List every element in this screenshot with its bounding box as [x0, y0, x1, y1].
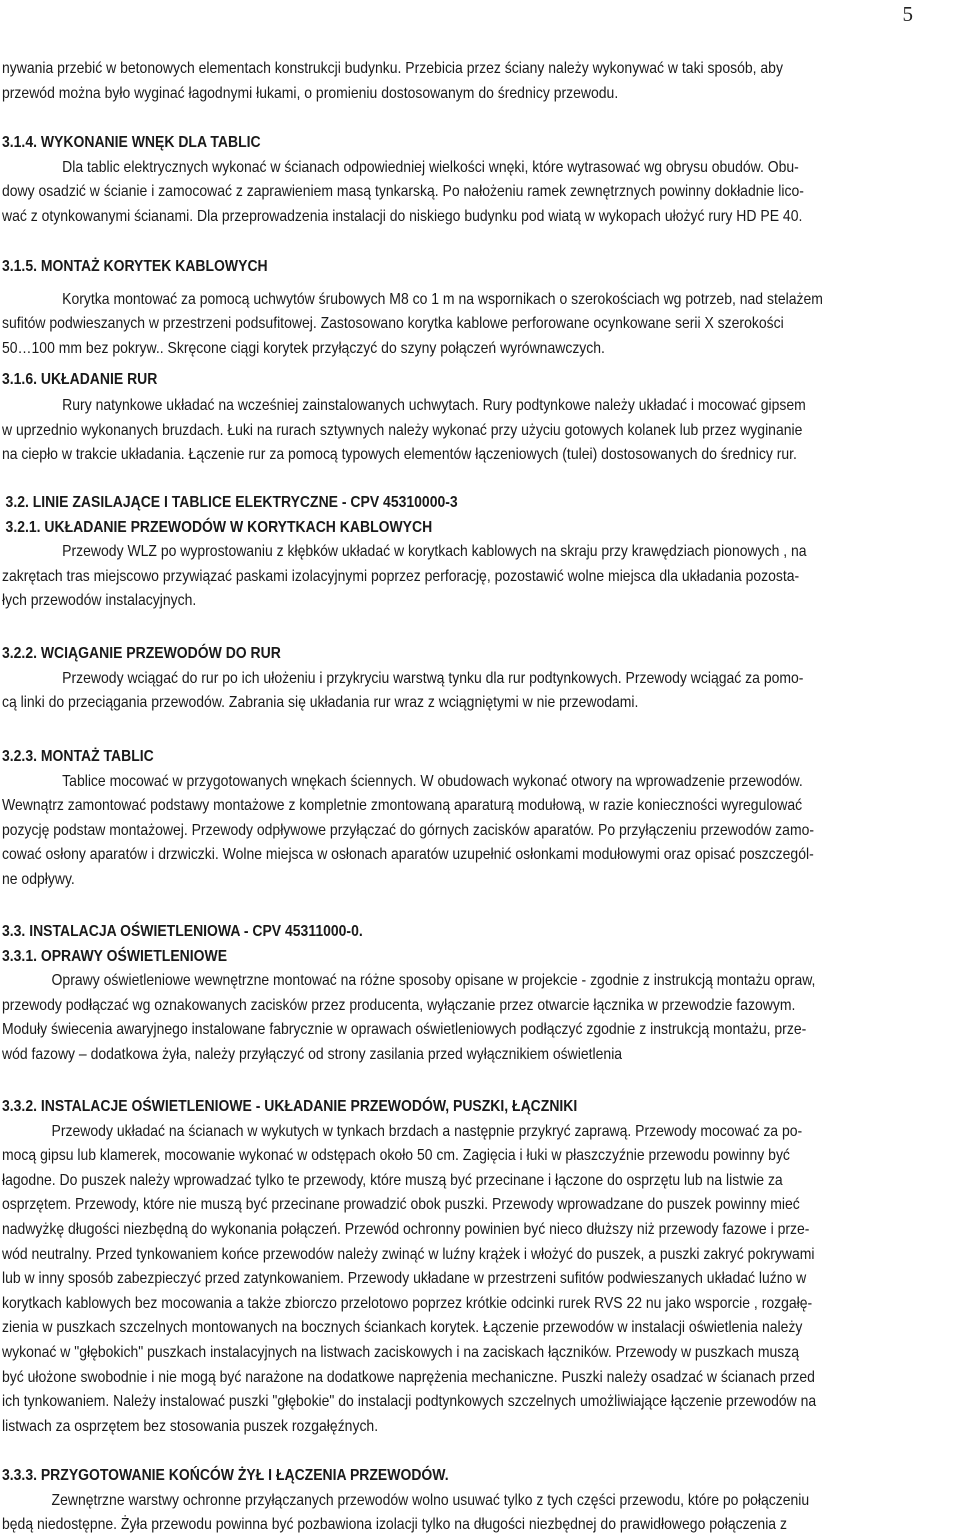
text-line: cą linki do przeciągania przewodów. Zabrania się układania rur wraz z wciągniętymi w nie przewodami. — [2, 694, 639, 712]
section-heading: 3.2.3. MONTAŻ TABLIC — [2, 748, 154, 765]
text-line: Zewnętrzne warstwy ochronne przyłączanych przewodów wolno usuwać tylko z tych części przewodu, które po połączeniu — [51, 1491, 810, 1509]
text-line: wód fazowy – dodatkowa żyła, należy przyłączyć od strony zasilania przed wyłącznikiem oświetlenia — [2, 1045, 623, 1063]
text-line: Moduły świecenia awaryjnego instalowane fabrycznie w oprawach oświetleniowych podłączyć zgodnie z instrukcją montażu, prze- — [2, 1021, 807, 1039]
section-heading: 3.2.2. WCIĄGANIE PRZEWODÓW DO RUR — [2, 645, 281, 662]
section-3-1-4 — [2, 131, 843, 229]
text-line: mocą gipsu lub klamerek, mocowanie wykonać w odstępach około 50 cm. Zagięcia i łuki w płaszczyźnie przewodu powinny być — [2, 1147, 790, 1165]
text-line: wać z otynkowanymi ścianami. Dla przeprowadzenia instalacji do niskiego budynku pod wiatą w wykopach ułożyć rury HD PE 40. — [2, 207, 803, 225]
text-line: ne odpływy. — [2, 870, 75, 888]
text-line: być ułożone swobodnie i nie mogą być narażone na dodatkowe naprężenia mechaniczne. Puszki należy osadzać w ścianach przed — [2, 1368, 815, 1386]
intro-paragraph — [2, 57, 843, 106]
text-line: Przewody układać na ścianach w wykutych w tynkach brzdach a następnie przykryć zaprawą. Przewody mocować za po- — [51, 1122, 803, 1140]
text-line: listwach za osprzętem bez stosowania puszek rozgałęźnych. — [2, 1417, 379, 1435]
text-line: przewody podłączać wg oznakowanych zacisków przez producenta, wyłączanie przez otwarcie łącznika w przewodzie fazowym. — [2, 996, 796, 1014]
text-line: łych przewodów instalacyjnych. — [2, 592, 197, 610]
section-heading: 3.2.1. UKŁADANIE PRZEWODÓW W KORYTKACH KABLOWYCH — [5, 518, 433, 536]
text-line: przewód można było wyginać łagodnymi łukami, o promieniu dostosowanym do średnicy przewodu. — [2, 84, 619, 102]
section-3-2-3 — [2, 745, 843, 893]
text-line: osprzętem. Przewody, które nie muszą być przecinane prowadzić obok puszki. Przewody wprowadzane do puszek powinny mieć — [2, 1196, 800, 1214]
section-3-3-2 — [2, 1095, 843, 1439]
section-3-1-5 — [2, 255, 843, 361]
section-heading: 3.3.2. INSTALACJE OŚWIETLENIOWE - UKŁADANIE PRZEWODÓW, PUSZKI, ŁĄCZNIKI — [2, 1098, 578, 1115]
text-line: Przewody wciągać do rur po ich ułożeniu i przykryciu warstwą tynku dla rur podtynkowych. Przewody wciągać za pomo- — [62, 669, 804, 687]
section-heading: 3.1.4. WYKONANIE WNĘK DLA TABLIC — [2, 134, 261, 151]
page-number: 5 — [902, 2, 913, 26]
text-line: Rury natynkowe układać na wcześniej zainstalowanych uchwytach. Rury podtynkowe należy układać i mocować gipsem — [62, 397, 806, 414]
section-heading: 3.1.5. MONTAŻ KORYTEK KABLOWYCH — [2, 258, 268, 275]
section-3-3-3 — [2, 1464, 843, 1538]
text-line: Dla tablic elektrycznych wykonać w ścianach odpowiedniej wielkości wnęki, które wytrasować wg obrysu obudów. Obu- — [62, 158, 799, 176]
section-3-3 — [2, 920, 843, 1068]
section-3-1-6-main — [2, 370, 843, 392]
text-line: Przewody WLZ po wyprostowaniu z kłębków układać w korytkach kablowych na skraju przy krawędziach pionowych , na — [62, 543, 807, 561]
text-line: lub w inny sposób zabezpieczyć przed zatynkowaniem. Przewody układane w przestrzeni sufitów podwieszanych układać luźno w — [2, 1270, 807, 1288]
text-line: zienia w puszkach szczelnych montowanych na bocznych ściankach korytek. Łączenie przewodów w instalacji oświetlenia należy — [2, 1319, 803, 1337]
text-line: Oprawy oświetleniowe wewnętrzne montować na różne sposoby opisane w projekcie - zgodnie z instrukcją montażu opraw, — [51, 972, 816, 990]
section-heading: 3.3.3. PRZYGOTOWANIE KOŃCÓW ŻYŁ I ŁĄCZENIA PRZEWODÓW. — [2, 1467, 449, 1484]
section-3-2-2 — [2, 642, 843, 716]
section-heading: 3.2. LINIE ZASILAJĄCE I TABLICE ELEKTRYCZNE - CPV 45310000-3 — [5, 494, 458, 511]
text-line: na ciepło w trakcie układania. Łączenie rur za pomocą typowych elementów łączeniowych (tulei) dostosowanych do średnicy rur. — [2, 446, 797, 464]
section-3-1-6-body — [2, 394, 843, 468]
section-heading: 3.1.6. UKŁADANIE RUR — [2, 371, 158, 388]
text-line: Wewnątrz zamontować podstawy montażowe z kompletnie zmontowaną aparaturą modułową, w razie konieczności wyregulować — [2, 797, 803, 815]
text-line: dowy osadzić w ścianie i zamocować z zaprawieniem masą tynkarską. Po nałożeniu ramek zewnętrznych powinny dokładnie lico- — [2, 183, 804, 201]
text-line: zakrętach tras miejscowo przywiązać paskami izolacyjnymi poprzez perforację, pozostawić wolne miejsca dla układania pozosta- — [2, 567, 800, 585]
text-line: cować osłony aparatów i drzwiczki. Wolne miejsca w osłonach aparatów uzupełnić osłonkami modułowymi oraz opisać poszczegól- — [2, 846, 814, 864]
text-line: wykonać w "głębokich" puszkach instalacyjnych na listwach zaciskowych i na zaciskach łączników. Przewody w puszkach muszą — [2, 1343, 800, 1361]
text-line: łagodne. Do puszek należy wprowadzać tylko te przewody, które muszą być przecinane i łączone do osprzętu lub na listwie za — [2, 1171, 783, 1189]
section-heading: 3.3.1. OPRAWY OŚWIETLENIOWE — [2, 947, 228, 965]
text-line: ich tynkowaniem. Należy instalować puszki "głębokie" do instalacji podtynkowych szczelnych umożliwiające łączenie przewodów na — [2, 1393, 817, 1411]
text-line: sufitów podwieszanych w przestrzeni podsufitowej. Zastosowano korytka kablowe perforowane ocynkowane serii X szerokości — [2, 315, 784, 333]
text-line: 50…100 mm bez pokryw.. Skręcone ciągi korytek przyłączyć do szyny połączeń wyrównawczych. — [2, 339, 605, 357]
text-line: nywania przebić w betonowych elementach konstrukcji budynku. Przebicia przez ściany należy wykonywać w taki sposób, aby — [2, 60, 783, 77]
text-line: będą niedostępne. Żyła przewodu powinna być pozbawiona izolacji tylko na długości niezbędnej do prawidłowego połączenia z — [2, 1516, 787, 1534]
text-line: pozycję podstaw montażowej. Przewody odpływowe przyłączać do górnych zacisków aparatów. Po przyłączeniu przewodów zamo- — [2, 821, 815, 839]
text-line: w uprzednio wykonanych bruzdach. Łuki na rurach sztywnych należy wykonać przy użyciu gotowych kolanek lub przez wyginanie — [2, 421, 803, 439]
section-3-2 — [2, 491, 843, 614]
text-line: Tablice mocować w przygotowanych wnękach ściennych. W obudowach wykonać otwory na wprowadzenie przewodów. — [62, 772, 803, 790]
section-heading: 3.3. INSTALACJA OŚWIETLENIOWA - CPV 45311000-0. — [2, 923, 363, 940]
text-line: korytkach kablowych bez mocowania a także zbiorczo przelotowo poprzez krótkie odcinki rurek RVS 22 nu jako wsporcie , rozgałę- — [2, 1294, 813, 1312]
text-line: Korytka montować za pomocą uchwytów śrubowych M8 co 1 m na wspornikach o szerokościach wg potrzeb, nad stelażem — [62, 290, 823, 308]
text-line: wód neutralny. Przed tynkowaniem końce przewodów należy zwinąć w luźny krążek i włożyć do puszek, a puszki zakryć pokrywami — [2, 1245, 815, 1263]
text-line: nadwyżkę długości niezbędną do wykonania połączeń. Przewód ochronny powinien być nieco dłuższy niż przewody fazowe i prze- — [2, 1220, 810, 1238]
